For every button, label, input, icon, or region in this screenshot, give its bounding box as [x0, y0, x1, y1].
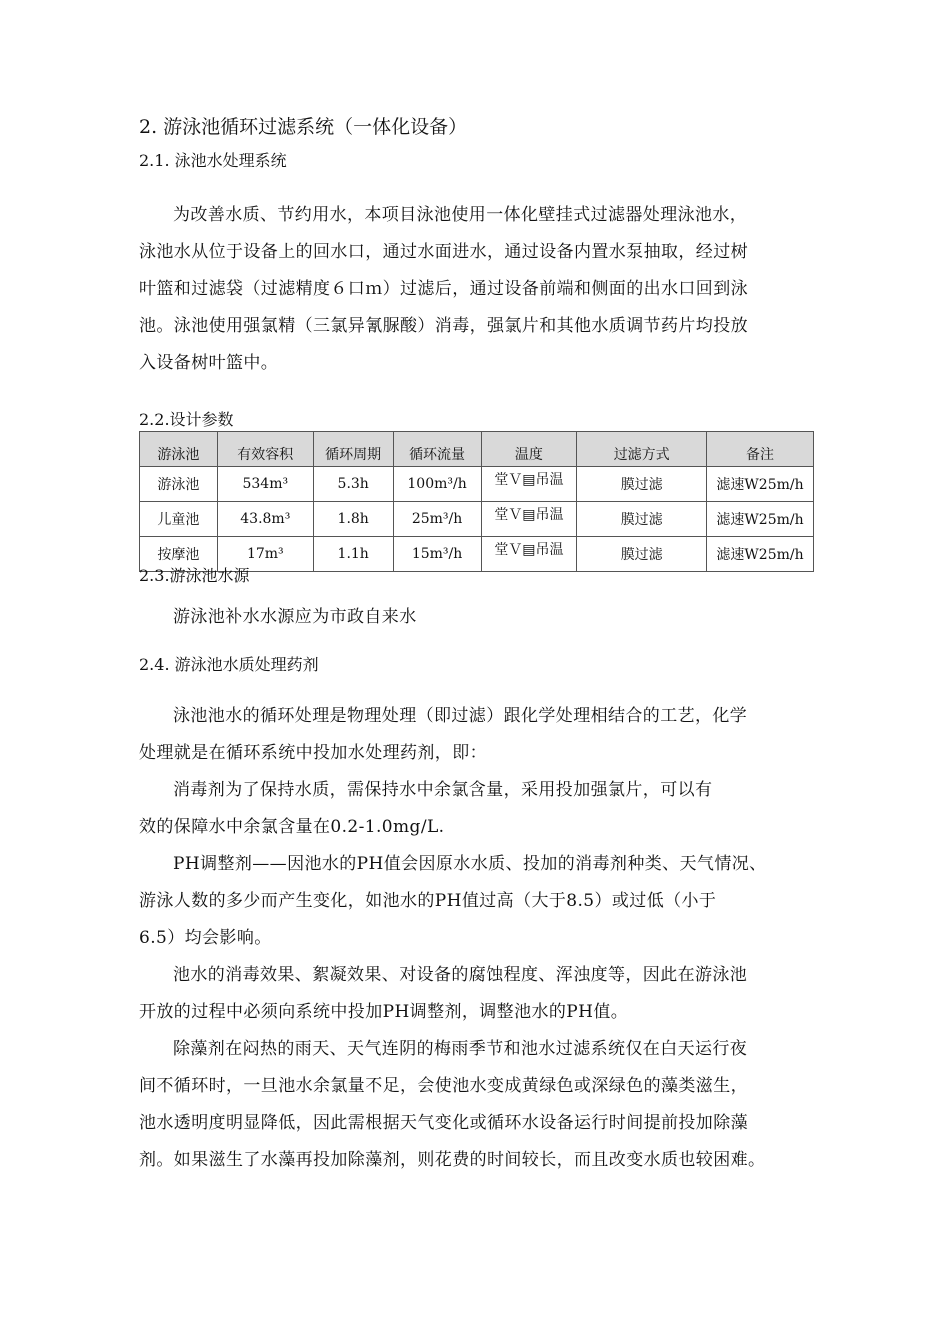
paragraph-line: 泳池池水的循环处理是物理处理（即过滤）跟化学处理相结合的工艺，化学: [173, 706, 748, 726]
table-cell: 堂Ｖ▤吊温: [481, 502, 577, 537]
table-cell: 膜过滤: [577, 537, 707, 572]
section-2-4-heading: 2.4. 游泳池水质处理药剂: [139, 655, 319, 674]
table-cell: 15m³/h: [393, 537, 481, 572]
paragraph-line: 消毒剂为了保持水质，需保持水中余氯含量，采用投加强氯片，可以有: [173, 780, 713, 800]
paragraph-line: 泳池水从位于设备上的回水口，通过水面进水，通过设备内置水泵抽取，经过树: [139, 242, 748, 262]
table-cell: 100m³/h: [393, 467, 481, 502]
table-header-cell: 温度: [481, 432, 577, 467]
table-cell: 1.8h: [313, 502, 393, 537]
table-header-cell: 游泳池: [140, 432, 218, 467]
table-cell: 43.8m³: [217, 502, 313, 537]
table-cell: 滤速W25m/h: [707, 537, 814, 572]
table-cell: 滤速W25m/h: [707, 467, 814, 502]
table-cell: 534m³: [217, 467, 313, 502]
paragraph-line: 间不循环时，一旦池水余氯量不足，会使池水变成黄绿色或深绿色的藻类滋生，: [139, 1076, 748, 1096]
paragraph-line: 开放的过程中必须向系统中投加PH调整剂，调整池水的PH值。: [139, 1002, 629, 1022]
table-row: [140, 467, 814, 502]
table-cell: 堂Ｖ▤吊温: [481, 537, 577, 572]
section-2-3-heading: 2.3.游泳池水源: [139, 566, 250, 585]
paragraph-line: PH调整剂——因池水的PH值会因原水水质、投加的消毒剂种类、天气情况、: [173, 854, 767, 874]
section-2-1-heading: 2.1. 泳池水处理系统: [139, 151, 287, 170]
paragraph-line: 为改善水质、节约用水，本项目泳池使用一体化壁挂式过滤器处理泳池水，: [173, 205, 748, 225]
table-cell: 膜过滤: [577, 502, 707, 537]
paragraph-line: 入设备树叶篮中。: [139, 353, 279, 373]
table-cell: 5.3h: [313, 467, 393, 502]
table-cell: 滤速W25m/h: [707, 502, 814, 537]
table-header-cell: 过滤方式: [577, 432, 707, 467]
paragraph-line: 剂。如果滋生了水藻再投加除藻剂，则花费的时间较长，而且改变水质也较困难。: [139, 1150, 766, 1170]
paragraph-line: 处理就是在循环系统中投加水处理药剂，即：: [139, 743, 487, 763]
table-header-cell: 循环周期: [313, 432, 393, 467]
table-cell: 膜过滤: [577, 467, 707, 502]
paragraph-line: 池水透明度明显降低，因此需根据天气变化或循环水设备运行时间提前投加除藻: [139, 1113, 748, 1133]
paragraph-line: 游泳人数的多少而产生变化，如池水的PH值过高（大于8.5）或过低（小于: [139, 891, 717, 911]
table-cell: 1.1h: [313, 537, 393, 572]
table-cell: 堂Ｖ▤吊温: [481, 467, 577, 502]
table-header-cell: 有效容积: [217, 432, 313, 467]
paragraph-line: 除藻剂在闷热的雨天、天气连阴的梅雨季节和池水过滤系统仅在白天运行夜: [173, 1039, 748, 1059]
table-cell: 儿童池: [140, 502, 218, 537]
table-cell: 按摩池: [140, 537, 218, 572]
table-cell: 游泳池: [140, 467, 218, 502]
design-parameters-table: [139, 431, 814, 572]
table-row: [140, 502, 814, 537]
table-cell: 25m³/h: [393, 502, 481, 537]
section-2-heading: 2. 游泳池循环过滤系统（一体化设备）: [139, 116, 468, 138]
paragraph-line: 池。泳池使用强氯精（三氯异氰脲酸）消毒，强氯片和其他水质调节药片均投放: [139, 316, 748, 336]
paragraph-line: 池水的消毒效果、絮凝效果、对设备的腐蚀程度、浑浊度等，因此在游泳池: [173, 965, 748, 985]
paragraph-line: 叶篮和过滤袋（过滤精度６口ｍ）过滤后，通过设备前端和侧面的出水口回到泳: [139, 279, 748, 299]
table-header-row: [140, 432, 814, 467]
paragraph-line: 效的保障水中余氯含量在0.2-1.0mg/L.: [139, 817, 445, 837]
section-2-2-heading: 2.2.设计参数: [139, 410, 234, 429]
paragraph-line: 6.5）均会影响。: [139, 928, 272, 948]
table-cell: 17m³: [217, 537, 313, 572]
table-header-cell: 循环流量: [393, 432, 481, 467]
table-header-cell: 备注: [707, 432, 814, 467]
water-source-text: 游泳池补水水源应为市政自来水: [173, 607, 417, 627]
